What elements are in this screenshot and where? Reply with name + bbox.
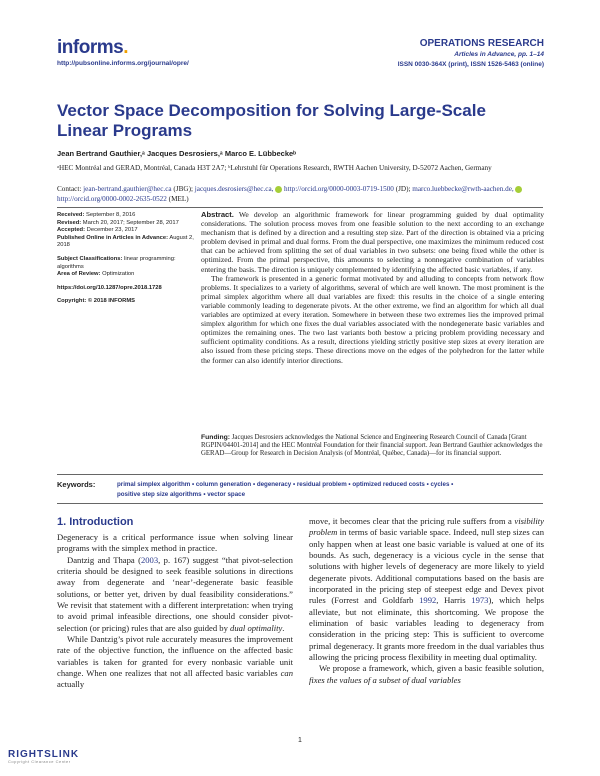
email-link-jbg[interactable]: jean-bertrand.gauthier@hec.ca bbox=[83, 185, 172, 193]
email-link-mel[interactable]: marco.luebbecke@rwth-aachen.de, bbox=[412, 185, 514, 193]
orcid-icon bbox=[515, 186, 522, 193]
contact-jd: (JD); bbox=[395, 185, 411, 193]
orcid-link-jd[interactable]: http://orcid.org/0000-0003-0719-1500 bbox=[284, 185, 394, 193]
informs-logo: informs. bbox=[57, 37, 128, 58]
article-title: Vector Space Decomposition for Solving Large-Scale Linear Programs bbox=[57, 101, 486, 140]
keyword[interactable]: cycles bbox=[430, 481, 450, 488]
body-column-left: Degeneracy is a critical performance issue when solving linear programs with the simplex method in practice. Dantzig and Thapa (2003, p. 167) suggest “that pivot-selection criteria should be designed to seek feasible solutions in directions away from degenerate and ‘near’-degenerate basic feasible solutions, or better yet, driven by dual feasibility considerations.” We revisit that statement with a different interpretation: when trying to avoid primal infeasible directions, one should consider pivot-selection (or pricing) rules that are also guided by dual optimality. While Dantzig’s pivot rule accurately measures the improvement rate of the objective function, the influence on the affected basic variables is taken for granted for every nonbasic variable unit change. When one realizes that not all affected basic variables can actually bbox=[57, 532, 293, 690]
email-link-jd[interactable]: jacques.desrosiers@hec.ca, bbox=[194, 185, 274, 193]
article-metadata: Received: September 8, 2016 Revised: March 20, 2017; September 28, 2017 Accepted: December 23, 2017 Published Online in Articles in Advance: August 2, 2018 Subject Classifications: linear programming: algorithms Area of Review: Optimization https://doi.org/10.1287/opre.2018.1728 Copyright: © 2018 INFORMS bbox=[57, 212, 197, 306]
keyword[interactable]: optimized reduced costs bbox=[352, 481, 425, 488]
divider bbox=[57, 474, 543, 475]
abstract: Abstract. We develop an algorithmic framework for linear programming guided by dual optimality considerations. The solution process moves from one feasible solution to the next according to an exchange mechanism that is defined by a direction and a resulting step size. Part of the direction is obtained via a pricing problem devised in primal and dual forms. From the dual perspective, one maximizes the minimum reduced cost that can be achieved from splitting the set of dual variables in two subsets: one being fixed while the other is optimized. From the primal perspective, this amounts to selecting a nonnegative combination of variables entering the basis. The direction is uniquely complemented by identifying the affected basic variables, if any. The framework is presented in a generic format motivated by and alluding to concepts from network flow problems. It specializes to a variety of algorithms, several of which are well known. The most prominent is the primal simplex algorithm where all dual variables are fixed: this results in the choice of a single entering variable commonly leading to degenerate pivots. At the other extreme, we find an algorithm for which all dual variables are optimized at every iteration. Somewhere in between these two extremes lies the improved primal simplex algorithm for which one fixes the dual variables associated with the nondegenerate basic variables and optimizes the remaining ones. The two last variants both bestow a pricing problem providing necessary and sufficient optimality conditions. As a result, directions yielding strictly positive step sizes at every iteration are also issued from these pricing steps. These directions move on the edges of the polyhedron for the latter while the former can also identify interior directions. bbox=[201, 210, 544, 365]
affiliations: ᵃHEC Montréal and GERAD, Montréal, Canada H3T 2A7; ᵇLehrstuhl für Operations Research, RWTH Aachen University, D-52072 Aachen, Germany bbox=[57, 164, 492, 172]
issn-line: ISSN 0030-364X (print), ISSN 1526-5463 (online) bbox=[397, 61, 544, 68]
journal-name: OPERATIONS RESEARCH bbox=[419, 38, 544, 49]
contact-info bbox=[57, 184, 542, 204]
contact-jbg: (JBG); bbox=[173, 185, 193, 193]
divider bbox=[57, 207, 543, 208]
contact-label: Contact: bbox=[57, 185, 82, 193]
page-number: 1 bbox=[298, 737, 302, 744]
keyword[interactable]: residual problem bbox=[296, 481, 347, 488]
author-list: Jean Bertrand Gauthier,ᵃ Jacques Desrosiers,ᵃ Marco E. Lübbeckeᵇ bbox=[57, 149, 297, 158]
orcid-link-mel[interactable]: http://orcid.org/0000-0002-2635-0522 bbox=[57, 195, 167, 203]
keywords-label: Keywords: bbox=[57, 480, 96, 489]
keywords-list: primal simplex algorithm • column generation • degeneracy • residual problem • optimized reduced costs • cycles • positive step size algorithms • vector space bbox=[117, 481, 454, 498]
keyword[interactable]: positive step size algorithms bbox=[117, 491, 202, 498]
citation-link[interactable]: 1973 bbox=[471, 595, 489, 606]
section-heading: 1. Introduction bbox=[57, 516, 134, 528]
keyword[interactable]: degeneracy bbox=[256, 481, 292, 488]
keyword[interactable]: column generation bbox=[195, 481, 252, 488]
body-column-right: move, it becomes clear that the pricing rule suffers from a visibility problem in terms of basic variable space. Indeed, null step sizes can only happen when at least one basic variable is valued at one of its bounds. As such, degeneracy is a vicious cycle in the sense that solutions with higher levels of degeneracy are more likely to yield degenerate pivots. Additional computations based on the basis are incorporated in the pricing step of steepest edge and Devex pivot rules (Forrest and Goldfarb 1992, Harris 1973), which helps alleviate, but not eliminate, this shortcoming. We propose the elimination of basic variables leading to degeneracy from consideration in the pricing step: This is sufficient to overcome primal degeneracy. It grants more freedom in the dual variables thus allowing the pricing process flexibility in meeting dual optimality. We propose a framework, which, given a basic feasible solution, fixes the values of a subset of dual variables bbox=[309, 516, 544, 685]
contact-mel: (MEL) bbox=[168, 195, 189, 203]
citation-link[interactable]: 1992 bbox=[419, 595, 437, 606]
doi-link[interactable]: https://doi.org/10.1287/opre.2018.1728 bbox=[57, 284, 162, 291]
keyword[interactable]: vector space bbox=[207, 491, 246, 498]
orcid-icon bbox=[275, 186, 282, 193]
citation-link[interactable]: 2003 bbox=[140, 554, 159, 565]
journal-url-link[interactable]: http://pubsonline.informs.org/journal/opre/ bbox=[57, 60, 189, 67]
issue-line: Articles in Advance, pp. 1–14 bbox=[454, 51, 544, 58]
funding-note: Funding: Jacques Desrosiers acknowledges the National Science and Engineering Research Council of Canada [Grant RGPIN/04401-2014] and the HEC Montréal Foundation for their financial support. Jean Bertrand Gauthier acknowledges the GERAD—Group for Research in Decision Analysis (of Montréal, Québec, Canada)—for its financial support. bbox=[201, 434, 543, 458]
divider bbox=[57, 503, 543, 504]
rightslink-logo[interactable]: RIGHTSLINK Copyright Clearance Center bbox=[8, 749, 80, 764]
keyword[interactable]: primal simplex algorithm bbox=[117, 481, 191, 488]
